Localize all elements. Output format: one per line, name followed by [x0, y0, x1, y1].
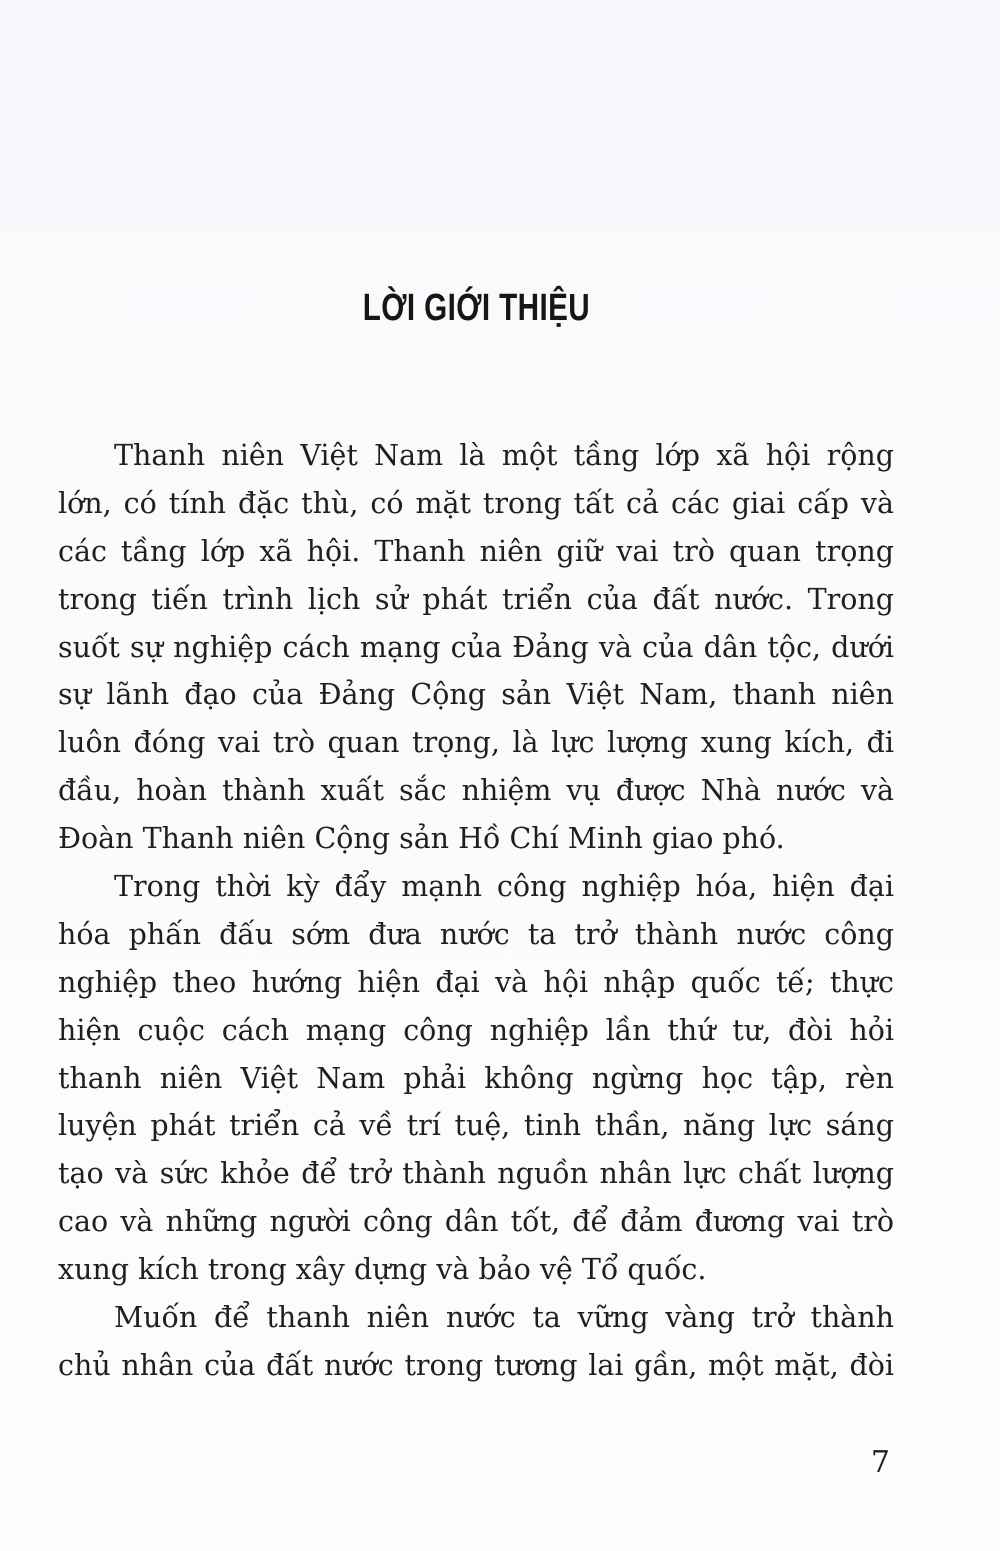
text-line: chủ nhân của đất nước trong tương lai gần, một mặt, đòi — [58, 1348, 894, 1382]
text-line: tạo và sức khỏe để trở thành nguồn nhân lực chất lượng — [58, 1157, 894, 1191]
text-line: cao và những người công dân tốt, để đảm đương vai trò — [58, 1205, 894, 1239]
text-line: các tầng lớp xã hội. Thanh niên giữ vai trò quan trọng — [58, 534, 894, 568]
text-line: đầu, hoàn thành xuất sắc nhiệm vụ được Nhà nước và — [58, 774, 894, 808]
text-line: Đoàn Thanh niên Cộng sản Hồ Chí Minh giao phó. — [58, 822, 785, 856]
text-line: suốt sự nghiệp cách mạng của Đảng và của dân tộc, dưới — [58, 630, 894, 664]
text-line: thanh niên Việt Nam phải không ngừng học tập, rèn — [58, 1061, 894, 1095]
text-line: Trong thời kỳ đẩy mạnh công nghiệp hóa, hiện đại — [114, 870, 894, 904]
text-line: Muốn để thanh niên nước ta vững vàng trở thành — [114, 1301, 894, 1335]
text-line: hóa phấn đấu sớm đưa nước ta trở thành nước công — [58, 917, 894, 951]
text-line: hiện cuộc cách mạng công nghiệp lần thứ tư, đòi hỏi — [58, 1013, 894, 1047]
text-line: sự lãnh đạo của Đảng Cộng sản Việt Nam, thanh niên — [58, 678, 894, 712]
text-line: lớn, có tính đặc thù, có mặt trong tất cả các giai cấp và — [58, 486, 894, 520]
page-title: LỜI GIỚI THIỆU — [362, 287, 591, 329]
page-number: 7 — [870, 1445, 890, 1480]
text-line: luôn đóng vai trò quan trọng, là lực lượng xung kích, đi — [58, 726, 894, 760]
text-line: trong tiến trình lịch sử phát triển của đất nước. Trong — [58, 582, 894, 616]
body-text — [58, 432, 894, 1390]
text-line: xung kích trong xây dựng và bảo vệ Tổ quốc. — [58, 1253, 707, 1287]
text-line: nghiệp theo hướng hiện đại và hội nhập quốc tế; thực — [58, 965, 894, 999]
text-line: Thanh niên Việt Nam là một tầng lớp xã hội rộng — [114, 439, 894, 472]
text-line: luyện phát triển cả về trí tuệ, tinh thần, năng lực sáng — [58, 1109, 894, 1143]
